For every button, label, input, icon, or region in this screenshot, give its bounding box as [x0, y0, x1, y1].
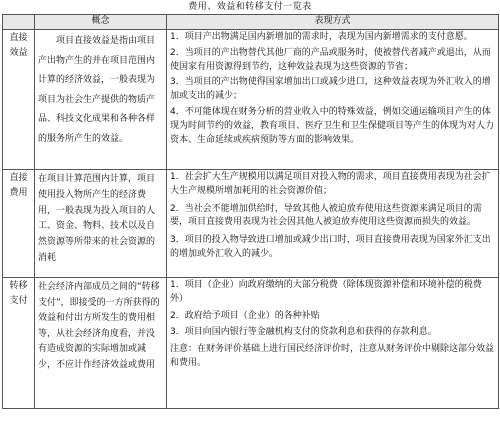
expression-item: 3．当项目的产出物使得国家增加出口或减少进口，这种效益表现为外汇收入的增加或支出的减少；	[170, 77, 491, 102]
expression-cell	[167, 278, 499, 409]
category-cell	[3, 30, 35, 170]
concept-text: 项目直接效益是指由项目产出物产生的并在项目范围内计算的经济效益，一般表现为项目为社会生产提供的物质产品、科技文化成果和各种各样的服务所产生的效益。	[38, 36, 156, 144]
expression-item: 1．社会扩大生产规模用以满足项目对投入物的需求，项目直接费用表现为社会扩大生产规模所增加耗用的社会资源价值；	[170, 172, 491, 196]
header-expression: 表现方式	[167, 15, 499, 30]
concept-text: 社会经济内部成员之间的“转移支付”，即接受的一方所获得的效益和付出方所发生的费用相等，从社会经济角度看，并没有造成资源的实际增加或减少，不应计作经济效益或费用	[38, 282, 160, 370]
note-text: 注意：在财务评价基础上进行国民经济评价时，注意从财务评价中剔除这部分效益和费用。	[170, 344, 495, 368]
table-row	[3, 170, 499, 278]
expression-item: 2．政府给予项目（企业）的各种补贴	[170, 310, 320, 321]
expression-cell	[167, 170, 499, 278]
expression-cell	[167, 30, 499, 170]
comparison-table	[2, 14, 499, 409]
category-cell	[3, 170, 35, 278]
concept-cell	[35, 278, 167, 409]
expression-item: 2．当社会不能增加供给时，导致其他人被迫放弃使用这些资源来满足项目的需要，项目直接费用表现为社会因其他人被迫放弃使用这些资源而损失的效益。	[170, 203, 482, 228]
table-row	[3, 278, 499, 409]
concept-text: 在项目计算范围内计算，项目使用投入物所产生的经济费用，一般表现为投入项目的人工、资金、物料、技术以及自然资源等所带来的社会资源的消耗	[38, 174, 156, 263]
category-label: 直接效益	[9, 33, 28, 58]
header-row	[3, 15, 499, 30]
expression-item: 2．当项目的产出物替代其他厂商的产品或服务时，使被替代者减产或退出，从而使国家有用资源得到节约，这种效益表现为这些资源的节省；	[170, 47, 491, 72]
expression-item: 4．不可能体现在财务分析的营业收入中的特殊效益，例如交通运输项目产生的体现为时间节约的效益，教育项目、医疗卫生和卫生保健项目等产生的体现为对人力资本、生命延续或疾病预防等方面的影响效果。	[170, 106, 495, 145]
header-concept: 概念	[35, 15, 167, 30]
category-label: 直接费用	[9, 173, 28, 198]
expression-item: 1．项目（企业）向政府缴纳的大部分税费（除体现资源补偿和环境补偿的税费外）	[170, 280, 482, 304]
concept-cell	[35, 30, 167, 170]
table-title: 费用、效益和转移支付一览表	[188, 2, 312, 12]
concept-cell	[35, 170, 167, 278]
header-blank	[3, 15, 35, 30]
expression-item: 3．项目的投入物导致进口增加或减少出口时，项目直接费用表现为国家外汇支出的增加或外汇收入的减少。	[170, 235, 491, 259]
category-cell	[3, 278, 35, 409]
table-row	[3, 30, 499, 170]
expression-item: 3．项目向国内银行等金融机构支付的贷款利息和获得的存款利息。	[170, 327, 437, 338]
expression-item: 1．项目产出物满足国内新增加的需求时，表现为国内新增需求的支付意愿。	[170, 32, 473, 42]
category-label: 转移支付	[9, 281, 28, 306]
